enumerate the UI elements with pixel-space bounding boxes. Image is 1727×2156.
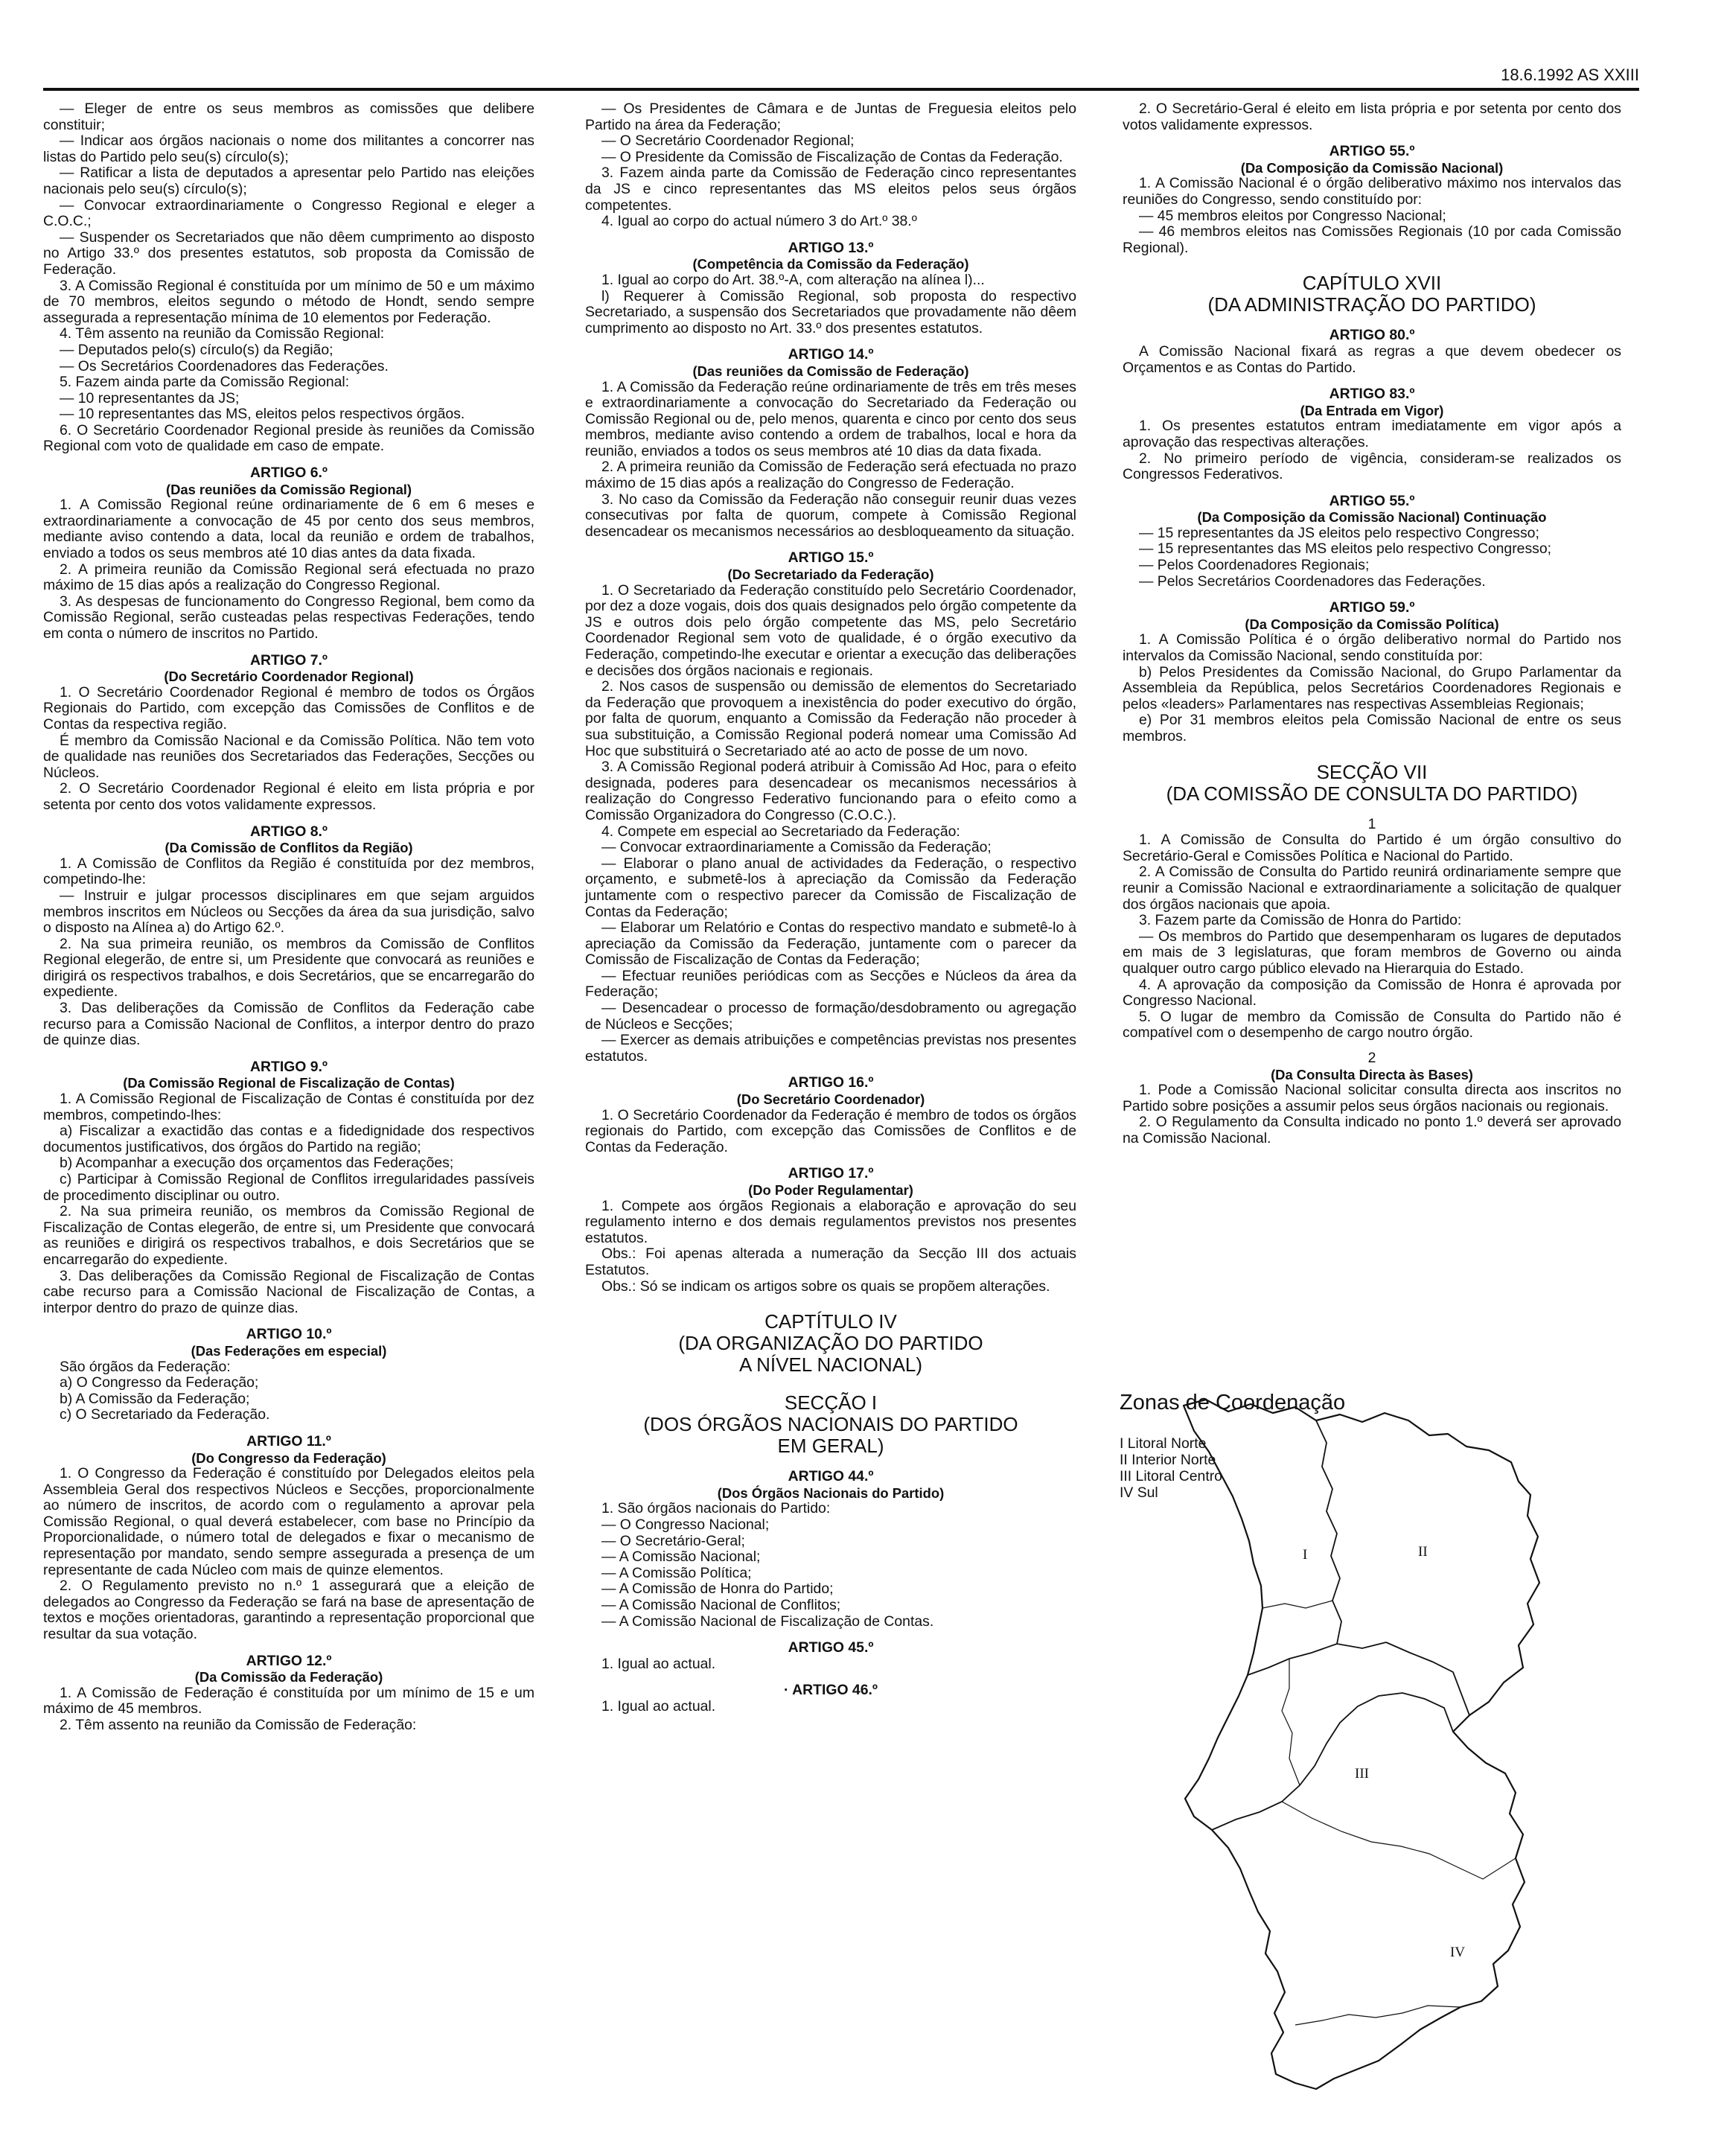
paragraph: 1. A Comissão de Federação é constituída por um mínimo de 15 e um máximo de 45 membros.	[43, 1684, 534, 1718]
paragraph: 5. Fazem ainda parte da Comissão Regional:	[60, 374, 350, 391]
paragraph: — 15 representantes da JS eleitos pelo respectivo Congresso;	[1139, 524, 1539, 541]
paragraph: — O Secretário Coordenador Regional;	[601, 133, 855, 150]
paragraph: 1. A Comissão Regional de Fiscalização de Contas é constituída por dez membros, competindo-lhes:	[43, 1091, 534, 1123]
paragraph: — 10 representantes da JS;	[60, 389, 240, 406]
zone-divider-ii-iii	[1386, 1642, 1469, 1715]
paragraph: — A Comissão de Honra do Partido;	[601, 1581, 834, 1598]
paragraph: 1. O Congresso da Federação é constituído por Delegados eleitos pela Assembleia Geral dos respectivos Núcleos e Secções, proporcionalmente ao número de inscritos, de acordo com o regulamento a aprovar pela Comissão Regional, o qual deverá estabelecer, com base no Princípio da Proporcionalidade, o número total de delegados e fixar o mecanismo de representação por mandato, sendo sempre assegurada a presença de um representante de cada Núcleo com mais de quinze elementos.	[43, 1465, 534, 1578]
paragraph: — Deputados pelo(s) círculo(s) da Região;	[60, 341, 333, 358]
heading-title: · ARTIGO 46.º	[784, 1682, 878, 1699]
paragraph: a) O Congresso da Federação;	[60, 1374, 259, 1391]
paragraph: — Instruir e julgar processos disciplinares em que sejam arguidos membros inscritos em Núcleos ou Secções da área da sua jurisdição, salvo o disposto na Alínea a) do Artigo 62.º.	[43, 887, 534, 937]
heading-title: ARTIGO 55.º	[1329, 492, 1415, 509]
article-heading	[43, 465, 534, 497]
paragraph: 3. No caso da Comissão da Federação não conseguir reunir duas vezes consecutivas por falta de quorum, compete à Comissão Regional desencadear os mecanismos necessários ao desbloqueamento da situação.	[585, 491, 1076, 540]
paragraph: — O Presidente da Comissão de Fiscalização de Contas da Federação.	[601, 148, 1063, 165]
heading-subtitle: (Da Composição da Comissão Nacional)	[1240, 159, 1504, 176]
paragraph: — A Comissão Nacional;	[601, 1549, 761, 1566]
paragraph: — Elaborar o plano anual de actividades da Federação, o respectivo orçamento, e submetê-los à apreciação da Comissão da Federação juntamente com o respectivo parecer da Comissão de Fiscalização de Contas da Federação;	[585, 855, 1076, 920]
paragraph: 2. Têm assento na reunião da Comissão de Federação:	[60, 1717, 417, 1733]
column-left	[43, 101, 534, 1734]
paragraph: — Indicar aos órgãos nacionais o nome dos militantes a concorrer nas listas do Partido pelo seu(s) círculo(s);	[43, 133, 534, 165]
article-heading	[43, 1327, 534, 1359]
paragraph: — O Congresso Nacional;	[601, 1516, 770, 1533]
article-heading	[43, 1434, 534, 1466]
paragraph: — 46 membros eleitos nas Comissões Regionais (10 por cada Comissão Regional).	[1123, 223, 1621, 256]
paragraph: — Os Secretários Coordenadores das Federações.	[60, 357, 389, 374]
paragraph: 2. A primeira reunião da Comissão de Federação será efectuada no prazo máximo de 15 dias após a realização do Congresso de Federação.	[585, 459, 1076, 492]
article-heading	[1123, 144, 1621, 176]
paragraph: b) A Comissão da Federação;	[60, 1390, 250, 1407]
article-heading	[43, 1059, 534, 1091]
paragraph: 2. O Regulamento da Consulta indicado no ponto 1.º deverá ser aprovado na Comissão Nacional.	[1123, 1114, 1621, 1146]
article-heading	[585, 1469, 1076, 1501]
heading-title: ARTIGO 55.º	[1329, 143, 1415, 160]
paragraph: A Comissão Nacional fixará as regras a que devem obedecer os Orçamentos e as Contas do Partido.	[1123, 342, 1621, 376]
subsection-heading	[1123, 1050, 1621, 1082]
heading-subtitle: (Da Comissão de Conflitos da Região)	[165, 840, 413, 856]
paragraph: — 45 membros eleitos por Congresso Nacional;	[1139, 207, 1446, 224]
zone-label-iv: IV	[1450, 1945, 1466, 1960]
heading-subtitle: (Do Secretariado da Federação)	[727, 567, 934, 583]
heading-title: ARTIGO 8.º	[249, 823, 328, 840]
paragraph: 2. A primeira reunião da Comissão Regional será efectuada no prazo máximo de 15 dias após a realização do Congresso Regional.	[43, 561, 534, 594]
paragraph: 1. A Comissão Nacional é o órgão deliberativo máximo nos intervalos das reuniões do Congresso, sendo constituído por:	[1123, 175, 1621, 208]
zone-divider-iii-iv	[1212, 1693, 1453, 1830]
heading-subtitle: (Competência da Comissão da Federação)	[692, 256, 969, 272]
heading-subtitle: (Do Congresso da Federação)	[191, 1449, 386, 1466]
article-heading	[43, 653, 534, 685]
paragraph: — A Comissão Nacional de Fiscalização de Contas.	[601, 1613, 934, 1630]
article-heading	[585, 1640, 1076, 1656]
heading-title: ARTIGO 83.º	[1329, 386, 1415, 403]
paragraph: — Eleger de entre os seus membros as comissões que delibere constituir;	[43, 101, 534, 133]
paragraph: — A Comissão Política;	[601, 1564, 752, 1581]
chapter-heading-line: A NÍVEL NACIONAL)	[738, 1353, 923, 1377]
paragraph: — Os Presidentes de Câmara e de Juntas de Freguesia eleitos pelo Partido na área da Federação;	[585, 101, 1076, 133]
heading-title: ARTIGO 12.º	[246, 1652, 332, 1669]
coordination-zones-map	[1117, 1391, 1638, 2135]
heading-subtitle: (Das reuniões da Comissão de Federação)	[692, 363, 969, 379]
paragraph: 3. A Comissão Regional poderá atribuir à Comissão Ad Hoc, para o efeito designada, poderes para desencadear os mecanismos necessários à realização do Congresso Federativo funcionando para o efeito como a Comissão Organizadora do Congresso (C.O.C.).	[585, 759, 1076, 823]
inner-boundary-centre	[1282, 1659, 1300, 1785]
paragraph: c) O Secretariado da Federação.	[60, 1406, 270, 1423]
paragraph: a) Fiscalizar a exactidão das contas e a fidedignidade dos respectivos documentos justificativos, dos órgãos do Partido na região;	[43, 1123, 534, 1155]
heading-title: ARTIGO 9.º	[249, 1058, 328, 1075]
paragraph: — A Comissão Nacional de Conflitos;	[601, 1596, 841, 1613]
heading-subtitle: (Dos Órgãos Nacionais do Partido)	[717, 1484, 945, 1501]
zone-divider-i-ii	[1316, 1420, 1341, 1644]
paragraph: 6. O Secretário Coordenador Regional preside às reuniões da Comissão Regional com voto de qualidade em caso de empate.	[43, 421, 534, 455]
heading-title: ARTIGO 16.º	[788, 1074, 874, 1091]
legend-item: IV Sul	[1120, 1484, 1158, 1501]
paragraph: c) Participar à Comissão Regional de Conflitos irregularidades passíveis de procedimento disciplinar ou outro.	[43, 1171, 534, 1204]
article-heading	[585, 347, 1076, 379]
chapter-heading-line: (DA COMISSÃO DE CONSULTA DO PARTIDO)	[1166, 782, 1578, 805]
article-heading	[1123, 494, 1621, 526]
paragraph: 2. Na sua primeira reunião, os membros da Comissão de Conflitos Regional elegerão, de entre si, um Presidente que convocará as reuniões e dirigirá os respectivos trabalhos, e dois Secretários, que se encarregarão do expediente.	[43, 935, 534, 1001]
paragraph: 3. Fazem parte da Comissão de Honra do Partido:	[1139, 912, 1462, 929]
heading-subtitle: (Da Composição da Comissão Política)	[1245, 616, 1499, 632]
paragraph: 3. Das deliberações da Comissão de Conflitos da Federação cabe recurso para a Comissão Nacional de Conflitos, a interpor dentro do prazo de quinze dias.	[43, 1000, 534, 1049]
paragraph: Obs.: Foi apenas alterada a numeração da Secção III dos actuais Estatutos.	[585, 1246, 1076, 1278]
heading-title: ARTIGO 17.º	[788, 1165, 874, 1182]
column-middle	[585, 101, 1076, 1715]
zone-label-iii: III	[1355, 1766, 1369, 1782]
paragraph: 1. Os presentes estatutos entram imediatamente em vigor após a aprovação das respectivas alterações.	[1123, 418, 1621, 450]
heading-title: ARTIGO 15.º	[788, 549, 874, 567]
paragraph: — Os membros do Partido que desempenharam os lugares de deputados em mais de 3 legislaturas, que foram membros de Governo ou ainda qualquer outro cargo público elevado na Hierarquia do Estado.	[1123, 928, 1621, 977]
map-legend	[1120, 1435, 1222, 1501]
paragraph: 4. A aprovação da composição da Comissão de Honra é aprovada por Congresso Nacional.	[1123, 976, 1621, 1010]
paragraph: 1. Compete aos órgãos Regionais a elaboração e aprovação do seu regulamento interno e dos demais regulamentos previstos nos presentes estatutos.	[585, 1197, 1076, 1246]
column-right	[1123, 101, 1621, 1146]
legend-item: I Litoral Norte	[1120, 1435, 1207, 1452]
heading-title: ARTIGO 10.º	[246, 1326, 332, 1343]
paragraph: — 15 representantes das MS eleitos pelo respectivo Congresso;	[1139, 540, 1552, 558]
paragraph: 2. Nos casos de suspensão ou demissão de elementos do Secretariado da Federação que provoquem a inexistência do poder executivo do órgão, por falta de quorum, enquanto a Comissão da Federação não proceder à sua substituição, a Comissão Regional poderá nomear uma Comissão Ad Hoc que substituirá o Secretariado até ao acto de posse de um novo.	[585, 678, 1076, 759]
paragraph: 1. Igual ao actual.	[601, 1697, 716, 1715]
article-heading	[43, 1653, 534, 1685]
paragraph: — Exercer as demais atribuições e competências previstas nos presentes estatutos.	[585, 1032, 1076, 1065]
chapter-heading	[585, 1311, 1076, 1376]
inner-boundary-north	[1262, 1601, 1332, 1608]
heading-subtitle: (Do Poder Regulamentar)	[748, 1182, 913, 1198]
article-heading	[1123, 328, 1621, 344]
chapter-heading-line: EM GERAL)	[777, 1435, 884, 1458]
inner-boundary-south	[1282, 1802, 1516, 1879]
heading-title: ARTIGO 13.º	[788, 239, 874, 256]
paragraph: — Elaborar um Relatório e Contas do respectivo mandato e submetê-lo à apreciação da Comissão da Federação, juntamente com o parecer da Comissão de Fiscalização de Contas da Federação;	[585, 919, 1076, 969]
paragraph: 1. Igual ao corpo do Art. 38.º-A, com alteração na alínea l)...	[601, 271, 985, 288]
paragraph: e) Por 31 membros eleitos pela Comissão Nacional de entre os seus membros.	[1123, 712, 1621, 744]
paragraph: 4. Compete em especial ao Secretariado da Federação:	[601, 823, 960, 840]
heading-subtitle: (Das reuniões da Comissão Regional)	[165, 481, 412, 497]
chapter-heading-line: (DA ORGANIZAÇÃO DO PARTIDO	[678, 1332, 983, 1355]
zone-label-ii: II	[1418, 1544, 1428, 1560]
heading-subtitle: (Das Federações em especial)	[191, 1342, 387, 1359]
paragraph: 1. Igual ao actual.	[601, 1655, 716, 1672]
article-heading	[585, 1075, 1076, 1107]
paragraph: — Pelos Secretários Coordenadores das Federações.	[1139, 573, 1486, 590]
heading-subtitle: (Da Comissão Regional de Fiscalização de Contas)	[123, 1075, 455, 1091]
heading-title: ARTIGO 45.º	[788, 1639, 874, 1656]
paragraph: — 10 representantes das MS, eleitos pelos respectivos órgãos.	[60, 406, 465, 423]
heading-subtitle: (Da Comissão da Federação)	[194, 1669, 383, 1685]
chapter-heading-line: SECÇÃO I	[784, 1391, 878, 1415]
heading-title: ARTIGO 11.º	[246, 1432, 331, 1449]
paragraph: 1. O Secretário Coordenador da Federação é membro de todos os órgãos regionais do Partido, com excepção das Comissões de Conflitos e de Contas da Federação.	[585, 1106, 1076, 1155]
paragraph: 1. O Secretário Coordenador Regional é membro de todos os Órgãos Regionais do Partido, com excepção das Comissões de Conflitos e de Contas da respectiva região.	[43, 683, 534, 733]
heading-title: 1	[1367, 815, 1376, 832]
chapter-heading-line: (DOS ÓRGÃOS NACIONAIS DO PARTIDO	[643, 1413, 1018, 1436]
paragraph: 2. No primeiro período de vigência, consideram-se realizados os Congressos Federativos.	[1123, 450, 1621, 483]
paragraph: Obs.: Só se indicam os artigos sobre os quais se propõem alterações.	[601, 1278, 1050, 1295]
zone-divider-i-iii	[1248, 1642, 1386, 1675]
subsection-heading	[1123, 817, 1621, 833]
paragraph: — Ratificar a lista de deputados a apresentar pelo Partido nas eleições nacionais pelo seu(s) círculo(s);	[43, 165, 534, 197]
heading-subtitle: (Do Secretário Coordenador)	[736, 1091, 925, 1108]
heading-title: ARTIGO 80.º	[1329, 327, 1415, 344]
chapter-heading	[1123, 272, 1621, 316]
heading-subtitle: (Da Entrada em Vigor)	[1300, 402, 1444, 418]
article-heading	[585, 550, 1076, 582]
paragraph: — Efectuar reuniões periódicas com as Secções e Núcleos da área da Federação;	[585, 967, 1076, 1001]
paragraph: — Convocar extraordinariamente o Congresso Regional e eleger a C.O.C.;	[43, 197, 534, 230]
heading-title: ARTIGO 7.º	[249, 651, 328, 669]
paragraph: 4. Igual ao corpo do actual número 3 do Art.º 38.º	[601, 213, 917, 230]
paragraph: 2. O Secretário-Geral é eleito em lista própria e por setenta por cento dos votos validamente expressos.	[1123, 101, 1621, 133]
heading-title: ARTIGO 6.º	[249, 465, 328, 482]
paragraph: l) Requerer à Comissão Regional, sob proposta do respectivo Secretariado, a suspensão dos Secretariados que provadamente não dêem cumprimento ao disposto no Art. 33.º dos presentes estatutos.	[585, 287, 1076, 337]
paragraph: 1. A Comissão Regional reúne ordinariamente de 6 em 6 meses e extraordinariamente a convocação de 45 por cento dos seus membros, mediante aviso contendo a data, local da reunião e ordem de trabalhos, enviado a todos os seus membros até 10 dias antes da data fixada.	[43, 497, 534, 562]
article-heading	[43, 824, 534, 856]
heading-title: ARTIGO 44.º	[788, 1468, 874, 1485]
header-rule	[43, 88, 1639, 91]
map-outline	[1184, 1400, 1539, 2089]
map-title: Zonas de Coordenação	[1120, 1391, 1346, 1415]
legend-item: III Litoral Centro	[1120, 1468, 1222, 1484]
chapter-heading	[1123, 762, 1621, 805]
heading-title: ARTIGO 14.º	[788, 346, 874, 363]
legend-item: II Interior Norte	[1120, 1452, 1216, 1468]
paragraph: — Convocar extraordinariamente a Comissão da Federação;	[601, 839, 992, 856]
paragraph: 3. Das deliberações da Comissão Regional de Fiscalização de Contas cabe recurso para a Comissão Nacional de Fiscalização de Contas, a interpor dentro do prazo de quinze dias.	[43, 1267, 534, 1316]
paragraph: São órgãos da Federação:	[60, 1358, 231, 1375]
article-heading	[585, 240, 1076, 272]
paragraph: — Suspender os Secretariados que não dêem cumprimento ao disposto no Artigo 33.º dos presentes estatutos, sob proposta da Comissão de Federação.	[43, 229, 534, 278]
article-heading	[1123, 386, 1621, 418]
chapter-heading-line: CAPÍTULO XVII	[1302, 272, 1442, 295]
paragraph: — Pelos Coordenadores Regionais;	[1139, 557, 1370, 574]
paragraph: 1. A Comissão da Federação reúne ordinariamente de três em três meses e extraordinariamente a convocação do Secretariado da Federação ou Comissão Regional ou de, pelo menos, quarenta e cinco por cento dos seus membros, mediante aviso contendo a ordem de trabalhos, local e hora da reunião, enviados a todos os seus membros até 10 dias da data fixada.	[585, 378, 1076, 459]
chapter-heading-line: (DA ADMINISTRAÇÃO DO PARTIDO)	[1207, 293, 1536, 316]
paragraph: 1. A Comissão Política é o órgão deliberativo normal do Partido nos intervalos da Comissão Nacional, sendo constituída por:	[1123, 631, 1621, 665]
paragraph: 3. Fazem ainda parte da Comissão de Federação cinco representantes da JS e cinco representantes das MS eleitos pelos seus órgãos competentes.	[585, 165, 1076, 214]
paragraph: 4. Têm assento na reunião da Comissão Regional:	[60, 325, 385, 342]
zone-label-i: I	[1303, 1547, 1308, 1563]
heading-title: 2	[1367, 1049, 1376, 1066]
paragraph: 1. A Comissão de Conflitos da Região é constituída por dez membros, competindo-lhe:	[43, 855, 534, 888]
paragraph: — Desencadear o processo de formação/desdobramento ou agregação de Núcleos e Secções;	[585, 1000, 1076, 1033]
heading-subtitle: (Da Composição da Comissão Nacional) Continuação	[1197, 509, 1547, 526]
chapter-heading-line: CAPTÍTULO IV	[764, 1310, 897, 1333]
paragraph: — O Secretário-Geral;	[601, 1532, 745, 1549]
article-heading	[585, 1166, 1076, 1198]
paragraph: b) Pelos Presidentes da Comissão Nacional, do Grupo Parlamentar da Assembleia da República, pelos Secretários Coordenadores Regionais e pelos «leaders» Parlamentares nas respectivas Assembleias Regionais;	[1123, 663, 1621, 712]
paragraph: 1. Pode a Comissão Nacional solicitar consulta directa aos inscritos no Partido sobre posições a assumir pelos seus órgãos nacionais ou regionais.	[1123, 1082, 1621, 1114]
paragraph: 5. O lugar de membro da Comissão de Consulta do Partido não é compatível com o desempenho de cargo noutro órgão.	[1123, 1008, 1621, 1042]
paragraph: 1. A Comissão de Consulta do Partido é um órgão consultivo do Secretário-Geral e Comissões Política e Nacional do Partido.	[1123, 832, 1621, 864]
paragraph: 3. A Comissão Regional é constituída por um mínimo de 50 e um máximo de 70 membros, eleitos segundo o método de Hondt, sendo sempre assegurada a representação mínima de 10 elementos por Federação.	[43, 277, 534, 326]
paragraph: 2. O Regulamento previsto no n.º 1 assegurará que a eleição de delegados ao Congresso da Federação se fará na base de apresentação de textos e moções orientadoras, garantindo a representação proporcional que resultar da sua votação.	[43, 1578, 534, 1643]
heading-subtitle: (Do Secretário Coordenador Regional)	[164, 669, 414, 685]
paragraph: 3. As despesas de funcionamento do Congresso Regional, bem como da Comissão Regional, serão custeadas pelas respectivas Federações, tendo em conta o número de inscritos no Partido.	[43, 593, 534, 642]
heading-title: ARTIGO 59.º	[1329, 599, 1415, 616]
portugal-map	[1117, 1391, 1638, 2135]
inner-boundary-algarve	[1295, 2006, 1461, 2025]
paragraph: b) Acompanhar a execução dos orçamentos das Federações;	[60, 1155, 454, 1172]
header-date: 18.6.1992 AS XXIII	[1501, 66, 1639, 84]
paragraph: 1. São órgãos nacionais do Partido:	[601, 1500, 831, 1517]
paragraph: 2. O Secretário Coordenador Regional é eleito em lista própria e por setenta por cento dos votos validamente expressos.	[43, 780, 534, 813]
article-heading	[585, 1683, 1076, 1699]
article-heading	[1123, 600, 1621, 632]
heading-subtitle: (Da Consulta Directa às Bases)	[1271, 1066, 1473, 1082]
paragraph: 1. O Secretariado da Federação constituído pelo Secretário Coordenador, por dez a doze vogais, dois dos quais designados pelo órgão competente da JS e outros dois pelo órgão competente das MS, pelo Secretário Coordenador Regional sem voto de qualidade, é o órgão executivo da Federação, competindo-lhe executar e orientar a execução das deliberações e decisões dos órgãos nacionais e regionais.	[585, 581, 1076, 679]
paragraph: 2. Na sua primeira reunião, os membros da Comissão Regional de Fiscalização de Contas elegerão, de entre si, um Presidente que convocará as reuniões e dirigirá os respectivos trabalhos, e dois Secretários que se encarregarão do expediente.	[43, 1203, 534, 1268]
chapter-heading-line: SECÇÃO VII	[1316, 760, 1428, 783]
paragraph: É membro da Comissão Nacional e da Comissão Política. Não tem voto de qualidade nas reuniões dos Secretariados das Federações, Secções ou Núcleos.	[43, 732, 534, 781]
chapter-heading	[585, 1392, 1076, 1457]
paragraph: 2. A Comissão de Consulta do Partido reunirá ordinariamente sempre que reunir a Comissão Nacional e extraordinariamente a solicitação de qualquer dos órgãos nacionais que apoia.	[1123, 864, 1621, 913]
